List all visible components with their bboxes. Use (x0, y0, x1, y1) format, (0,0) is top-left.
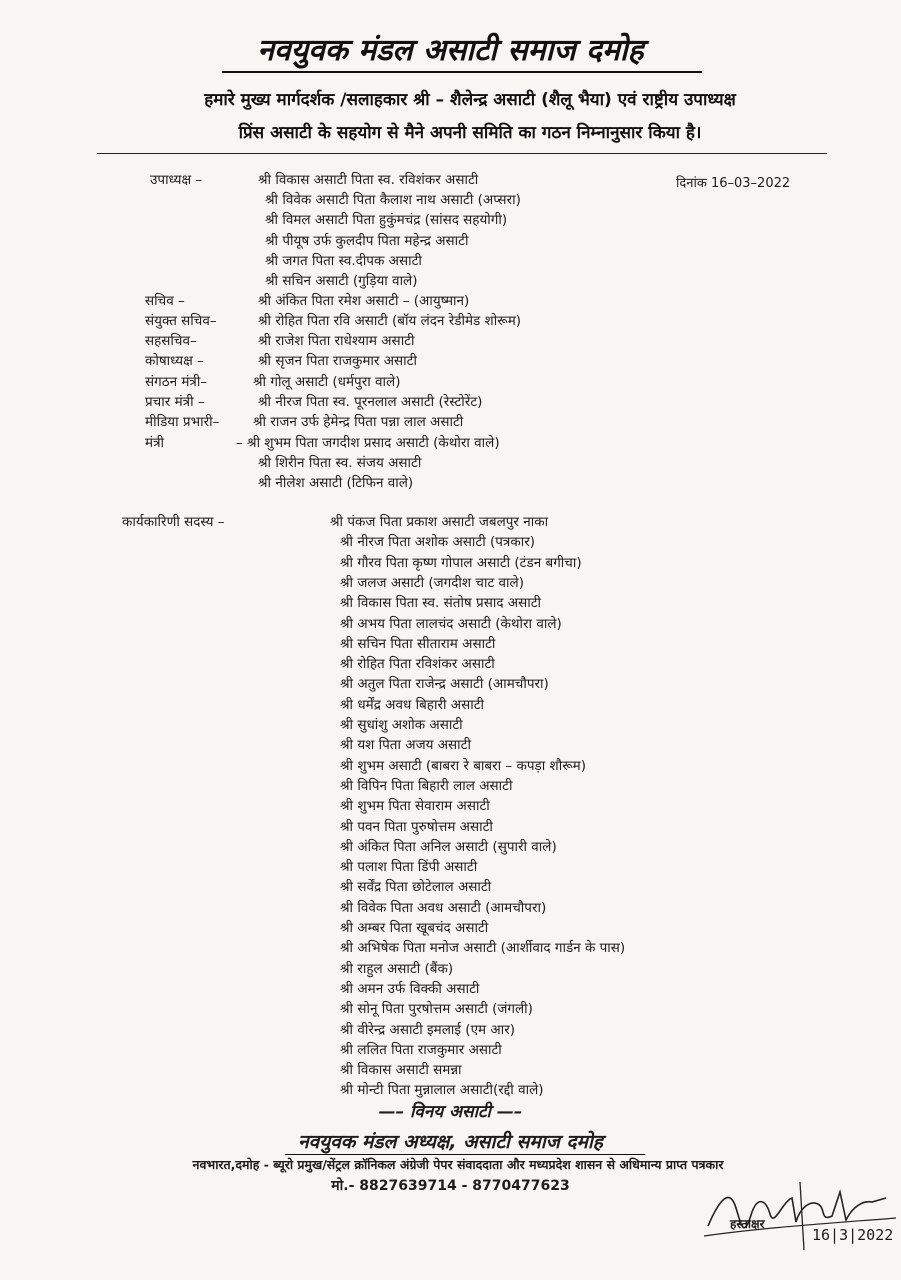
intro-paragraph (110, 84, 830, 150)
role-label: संगठन मंत्री– (145, 374, 208, 390)
member-name: श्री विवेक असाटी पिता कैलाश नाथ असाटी (अप्सरा) (265, 192, 521, 208)
executive-member: श्री अतुल पिता राजेन्द्र असाटी (आमचौपरा) (340, 676, 549, 693)
executive-member: श्री यश पिता अजय असाटी (340, 737, 471, 754)
executive-member: श्री पंकज पिता प्रकाश असाटी जबलपुर नाका (330, 514, 549, 530)
executive-member: श्री गौरव पिता कृष्ण गोपाल असाटी (टंडन बगीचा) (340, 554, 582, 571)
intro-line-1: हमारे मुख्य मार्गदर्शक /सलाहकार श्री – शैलेन्द्र असाटी (शैलू भैया) एवं राष्ट्रीय उपाध्यक्ष (204, 90, 736, 110)
member-name: श्री राजेश पिता राधेश्याम असाटी (258, 333, 415, 349)
executive-member: श्री वीरेन्द्र असाटी इमलाई (एम आर) (340, 1021, 515, 1038)
member-name: श्री जगत पिता स्व.दीपक असाटी (265, 253, 422, 269)
intro-divider (97, 153, 827, 154)
signatory-underline (285, 1154, 645, 1155)
executive-member: श्री पवन पिता पुरुषोत्तम असाटी (340, 818, 493, 835)
executive-member: श्री विकास असाटी समन्ना (340, 1062, 462, 1079)
executive-member: श्री जलज असाटी (जगदीश चाट वाले) (340, 574, 524, 591)
executive-member: श्री शुभम पिता सेवाराम असाटी (340, 798, 490, 815)
executive-member: श्री रोहित पिता रविशंकर असाटी (340, 656, 495, 673)
signatory-name: —– विनय असाटी —– (378, 1102, 523, 1122)
executive-member: श्री नीरज पिता अशोक असाटी (पत्रकार) (340, 534, 536, 551)
signature-date: 16|3|2022 (812, 1226, 894, 1244)
signatory-description: नवभारत,दमोह - ब्यूरो प्रमुख/सेंट्रल क्रॉनिकल अंग्रेजी पेपर संवाददाता और मध्यप्रदेश शासन से अधिमान्य प्राप्त पत्रकार (192, 1157, 724, 1172)
signatory-title: नवयुवक मंडल अध्यक्ष, असाटी समाज दमोह (298, 1131, 603, 1153)
role-label: कोषाध्यक्ष – (145, 353, 204, 369)
executive-member: श्री सर्वेंद्र पिता छोटेलाल असाटी (340, 879, 492, 896)
member-name: श्री सृजन पिता राजकुमार असाटी (258, 353, 417, 369)
executive-label: कार्यकारिणी सदस्य – (122, 514, 225, 530)
executive-member: श्री सचिन पिता सीताराम असाटी (340, 635, 496, 652)
role-label: मीडिया प्रभारी– (145, 414, 220, 430)
executive-member: श्री धर्मेंद्र अवध बिहारी असाटी (340, 696, 485, 713)
member-name: श्री रोहित पिता रवि असाटी (बॉय लंदन रेडीमेड शोरूम) (258, 313, 522, 329)
executive-member: श्री पलाश पिता डिंपी असाटी (340, 859, 478, 876)
member-name: श्री विमल असाटी पिता हुकुंमचंद्र (सांसद सहयोगी) (265, 212, 508, 228)
role-label: सहसचिव– (145, 333, 197, 349)
executive-member: श्री सोनू पिता पुरषोत्तम असाटी (जंगली) (340, 1001, 533, 1018)
member-name: श्री विकास असाटी पिता स्व. रविशंकर असाटी (258, 172, 479, 188)
member-name: श्री नीलेश असाटी (टिफिन वाले) (258, 475, 414, 491)
executive-member: श्री अभय पिता लालचंद असाटी (केथोरा वाले) (340, 615, 562, 632)
executive-member: श्री अमन उर्फ विक्की असाटी (340, 980, 480, 997)
signatory-phone: मो.- 8827639714 - 8770477623 (331, 1178, 570, 1194)
executive-member: श्री विपिन पिता बिहारी लाल असाटी (340, 777, 513, 794)
member-name: श्री अंकित पिता रमेश असाटी – (आयुष्मान) (258, 293, 470, 309)
signature-label: हस्ताक्षर (730, 1217, 765, 1231)
title-underline (222, 71, 702, 73)
member-name: श्री सचिन असाटी (गुड़िया वाले) (265, 273, 418, 289)
role-label: उपाध्यक्ष – (150, 172, 203, 188)
role-label: प्रचार मंत्री – (145, 394, 205, 410)
member-name: – श्री शुभम पिता जगदीश प्रसाद असाटी (केथोरा वाले) (236, 435, 500, 451)
member-name: श्री गोलू असाटी (धर्मपुरा वाले) (253, 374, 401, 390)
executive-member: श्री शुभम असाटी (बाबरा रे बाबरा – कपड़ा शौरूम) (340, 757, 587, 774)
executive-member: श्री अम्बर पिता खूबचंद असाटी (340, 920, 489, 936)
intro-line-2: प्रिंस असाटी के सहयोग से मैने अपनी समिति का गठन निम्नानुसार किया है। (238, 123, 702, 143)
document-title: नवयुवक मंडल असाटी समाज दमोह (257, 33, 644, 68)
executive-member: श्री अभिषेक पिता मनोज असाटी (आर्शीवाद गार्डन के पास) (340, 940, 626, 957)
executive-member: श्री विकास पिता स्व. संतोष प्रसाद असाटी (340, 595, 542, 612)
role-label: संयुक्त सचिव– (145, 313, 217, 329)
executive-member: श्री राहुल असाटी (बैंक) (340, 960, 454, 977)
member-name: श्री नीरज पिता स्व. पूरनलाल असाटी (रेस्टोरेंट) (258, 394, 483, 410)
executive-member: श्री अंकित पिता अनिल असाटी (सुपारी वाले) (340, 838, 557, 855)
role-label: मंत्री (145, 435, 165, 451)
member-name: श्री राजन उर्फ हेमेन्द्र पिता पन्ना लाल असाटी (253, 414, 464, 430)
executive-member: श्री सुधांशु अशोक असाटी (340, 717, 463, 733)
member-name: श्री पीयूष उर्फ कुलदीप पिता महेन्द्र असाटी (265, 233, 469, 249)
executive-member: श्री ललित पिता राजकुमार असाटी (340, 1041, 502, 1058)
role-label: सचिव – (145, 293, 185, 309)
executive-member: श्री मोन्टी पिता मुन्नालाल असाटी(रद्दी वाले) (340, 1082, 544, 1099)
member-name: श्री शिरीन पिता स्व. संजय असाटी (258, 455, 422, 471)
executive-member: श्री विवेक पिता अवध असाटी (आमचौपरा) (340, 899, 547, 916)
document-date: दिनांक 16–03–2022 (676, 176, 791, 191)
